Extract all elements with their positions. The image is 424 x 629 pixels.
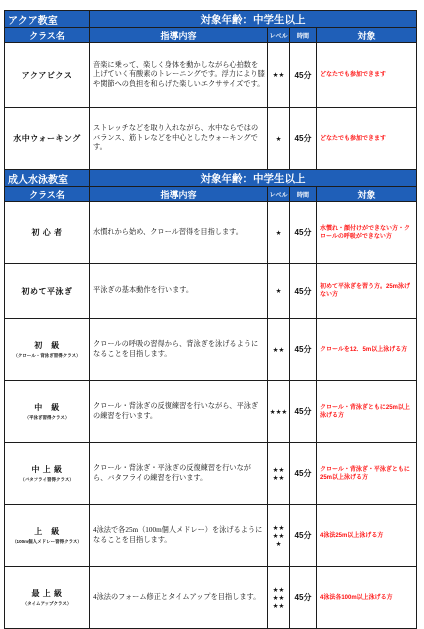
table-row	[5, 443, 417, 505]
class-description: クロール・背泳ぎ・平泳ぎの反復練習を行いながら、バタフライの練習を行います。	[90, 443, 268, 505]
table-row	[5, 319, 417, 381]
class-name-cell	[5, 567, 90, 629]
class-target: どなたでも参加できます	[317, 43, 417, 108]
adult-section-title: 成人水泳教室	[5, 170, 90, 187]
class-description: 4泳法で各25m（100m個人メドレー）を泳げるようになることを目指します。	[90, 505, 268, 567]
table-row	[5, 381, 417, 443]
class-duration: 45分	[290, 108, 317, 170]
table-row	[5, 43, 417, 108]
class-name-cell	[5, 381, 90, 443]
class-description: クロールの呼吸の習得から、背泳ぎを泳げるようになることを目指します。	[90, 319, 268, 381]
table-row	[5, 505, 417, 567]
class-subtitle: （クロール・背泳ぎ習得クラス）	[13, 353, 81, 358]
class-name: 中 上 級	[31, 465, 63, 474]
class-table	[4, 10, 417, 629]
class-duration: 45分	[290, 505, 317, 567]
class-name-cell	[5, 319, 90, 381]
class-name-cell	[5, 505, 90, 567]
class-duration: 45分	[290, 319, 317, 381]
class-name-cell	[5, 264, 90, 319]
class-target: クロール・背泳ぎともに25m以上泳げる方	[317, 381, 417, 443]
table-row	[5, 264, 417, 319]
class-duration: 45分	[290, 43, 317, 108]
class-name: 上 級	[34, 527, 60, 536]
class-subtitle: （100m個人メドレー習得クラス）	[12, 539, 82, 544]
class-description: クロール・背泳ぎの反復練習を行いながら、平泳ぎの練習を行います。	[90, 381, 268, 443]
class-name: 初めて平泳ぎ	[21, 286, 73, 296]
class-description: 水慣れから始め、クロール習得を目指します。	[90, 202, 268, 264]
level-stars: ★	[268, 264, 290, 319]
class-subtitle: （平泳ぎ習得クラス）	[24, 415, 70, 420]
header-content: 指導内容	[90, 28, 268, 43]
class-duration: 45分	[290, 264, 317, 319]
header-level: レベル	[268, 187, 290, 202]
class-duration: 45分	[290, 567, 317, 629]
header-time: 時間	[290, 187, 317, 202]
adult-section-header	[5, 170, 417, 187]
class-name: 初 心 者	[31, 228, 63, 237]
class-name-cell	[5, 43, 90, 108]
class-duration: 45分	[290, 202, 317, 264]
class-name: 初 級	[34, 341, 60, 350]
table-row	[5, 202, 417, 264]
class-name: 中 級	[34, 403, 60, 412]
class-name: 最 上 級	[31, 589, 63, 598]
class-subtitle: （タイムアップクラス）	[22, 601, 72, 606]
class-duration: 45分	[290, 443, 317, 505]
class-target: 初めて平泳ぎを習う方。25m泳げない方	[317, 264, 417, 319]
header-time: 時間	[290, 28, 317, 43]
aqua-section-title: アクア教室	[5, 11, 90, 28]
class-target: どなたでも参加できます	[317, 108, 417, 170]
table-row	[5, 567, 417, 629]
class-target: クロールを12．5m以上泳げる方	[317, 319, 417, 381]
header-class: クラス名	[5, 187, 90, 202]
header-level: レベル	[268, 28, 290, 43]
class-description: 音楽に乗って、楽しく身体を動かしながら心拍数を上げていく有酸素のトレーニングです。浮力により膝や関節への負担を和らげた楽しいエクササイズです。	[90, 43, 268, 108]
level-stars: ★★ ★★ ★	[268, 505, 290, 567]
class-name: アクアビクス	[21, 70, 73, 80]
class-description: ストレッチなどを取り入れながら、水中ならではのバランス、筋トレなどを中心としたウォーキングです。	[90, 108, 268, 170]
class-target: 4泳法各100m以上泳げる方	[317, 567, 417, 629]
class-name-cell	[5, 108, 90, 170]
class-target: クロール・背泳ぎ・平泳ぎともに25m以上泳げる方	[317, 443, 417, 505]
class-description: 平泳ぎの基本動作を行います。	[90, 264, 268, 319]
level-stars: ★★ ★★	[268, 443, 290, 505]
table-row	[5, 108, 417, 170]
class-subtitle: （バタフライ習得クラス）	[20, 477, 74, 482]
class-name-cell	[5, 443, 90, 505]
class-target: 水慣れ・顔付けができない方・クロールの呼吸ができない方	[317, 202, 417, 264]
class-target: 4泳法25m以上泳げる方	[317, 505, 417, 567]
header-class: クラス名	[5, 28, 90, 43]
header-target: 対象	[317, 187, 417, 202]
level-stars: ★★	[268, 43, 290, 108]
header-target: 対象	[317, 28, 417, 43]
level-stars: ★★★	[268, 381, 290, 443]
class-description: 4泳法のフォーム修正とタイムアップを目指します。	[90, 567, 268, 629]
level-stars: ★	[268, 202, 290, 264]
level-stars: ★	[268, 108, 290, 170]
level-stars: ★★ ★★ ★★	[268, 567, 290, 629]
class-name: 水中ウォーキング	[13, 134, 81, 143]
header-content: 指導内容	[90, 187, 268, 202]
aqua-column-headers	[5, 28, 417, 43]
aqua-age-label: 対象年齢：中学生以上	[90, 11, 417, 28]
class-schedule-document	[4, 10, 416, 629]
class-duration: 45分	[290, 381, 317, 443]
aqua-section-header	[5, 11, 417, 28]
adult-column-headers	[5, 187, 417, 202]
level-stars: ★★	[268, 319, 290, 381]
class-name-cell	[5, 202, 90, 264]
adult-age-label: 対象年齢：中学生以上	[90, 170, 417, 187]
